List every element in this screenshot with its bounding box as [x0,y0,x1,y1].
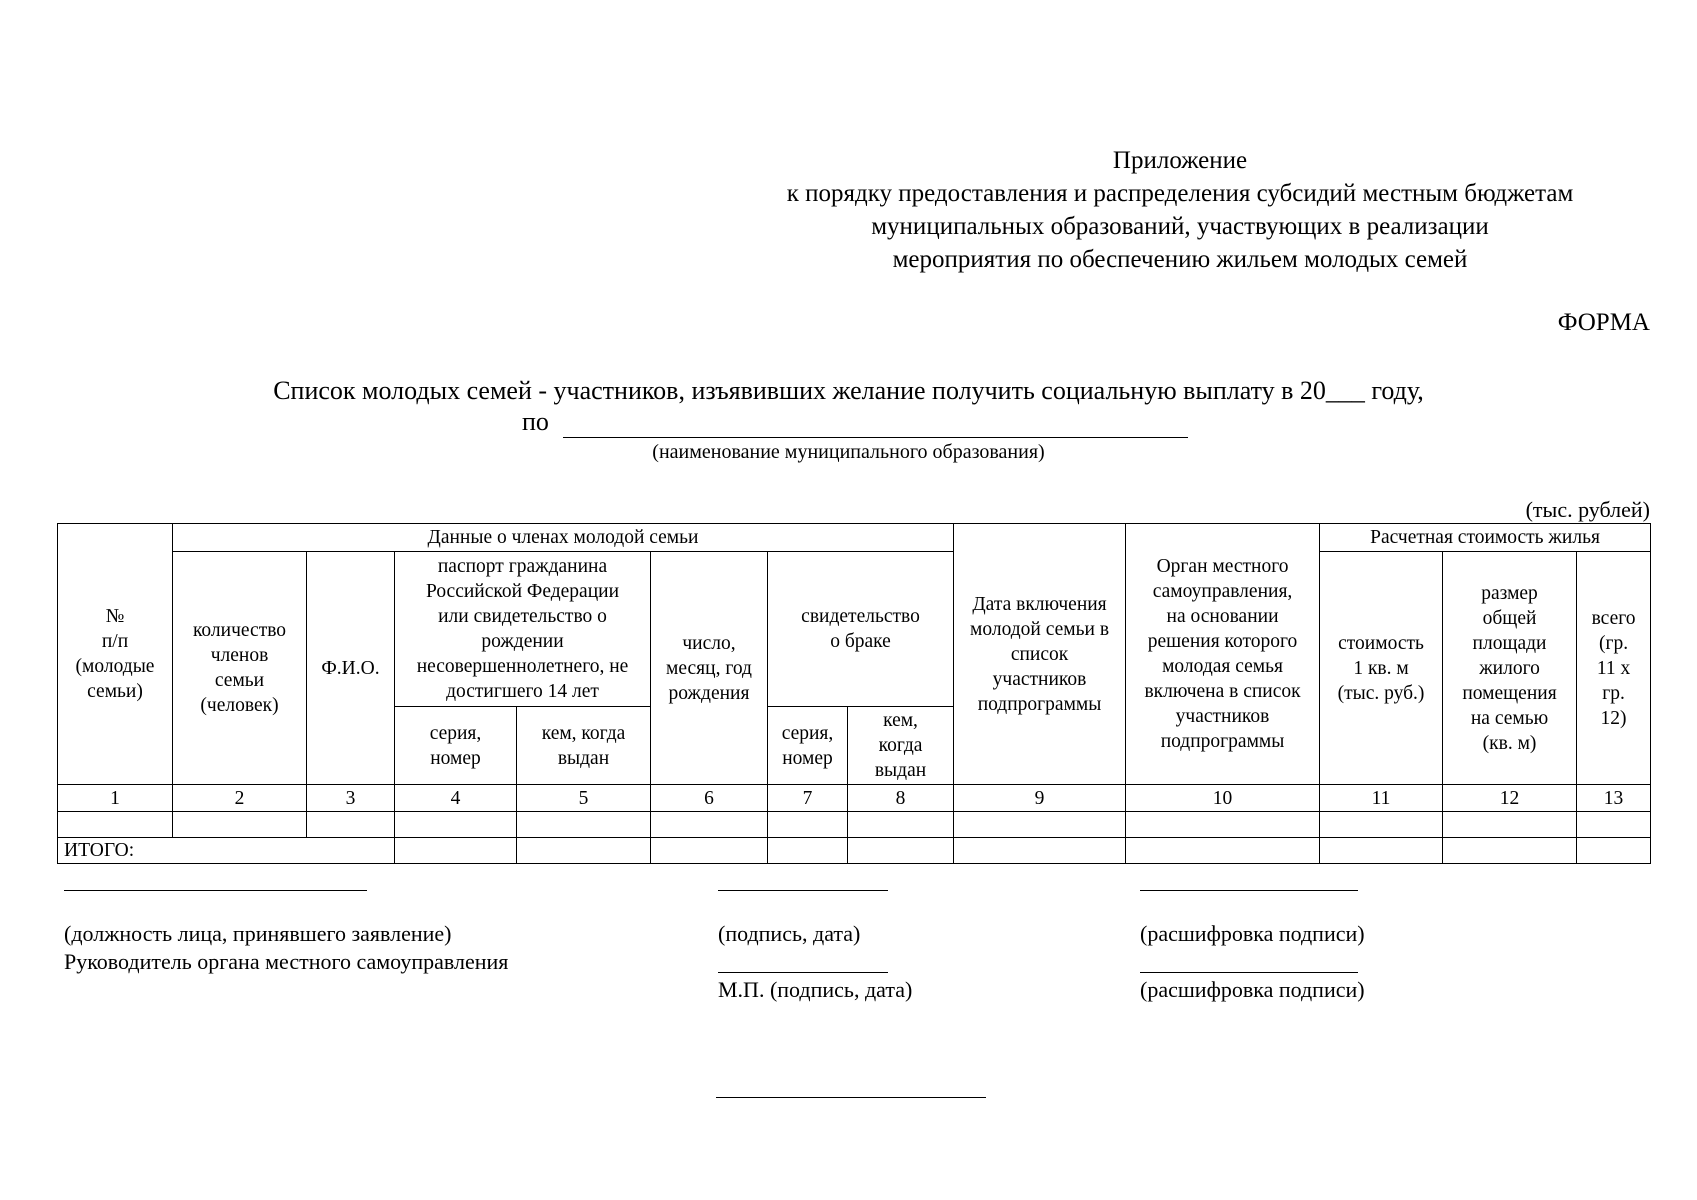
table-cell[interactable] [1126,812,1320,838]
column-number: 7 [768,785,848,812]
header-col-6: число, месяц, год рождения [651,552,768,785]
header-col-11: стоимость 1 кв. м (тыс. руб.) [1320,552,1443,785]
municipality-blank[interactable] [563,411,1188,438]
municipality-caption: (наименование муниципального образования) [652,441,1045,463]
header-col-7: серия, номер [768,707,848,785]
table-cell[interactable] [848,838,954,864]
table-cell[interactable] [954,838,1126,864]
header-col-8: кем, когда выдан [848,707,954,785]
head-decoding-caption: (расшифровка подписи) [1140,977,1365,1002]
appendix-line: муниципальных образований, участвующих в реализации [871,213,1489,240]
column-number: 10 [1126,785,1320,812]
appendix-line: мероприятия по обеспечению жильем молодых семей [892,246,1468,273]
column-number: 8 [848,785,954,812]
table-cell[interactable] [651,812,768,838]
column-number: 2 [173,785,307,812]
column-number: 5 [517,785,651,812]
bottom-line [716,1097,986,1098]
header-col-9: Дата включения молодой семьи в список участников подпрограммы [954,524,1126,785]
column-number-row [58,785,1651,812]
signature-date-caption: (подпись, дата) [718,921,861,946]
column-number: 6 [651,785,768,812]
table-cell[interactable] [395,838,517,864]
family-list-table [57,523,1651,864]
table-cell[interactable] [651,838,768,864]
header-col-3: Ф.И.О. [307,552,395,785]
position-signature-line[interactable] [64,890,367,891]
table-cell[interactable] [1577,838,1651,864]
position-caption: (должность лица, принявшего заявление) [64,921,452,946]
table-cell[interactable] [517,838,651,864]
units-label: (тыс. рублей) [1525,497,1650,522]
table-cell[interactable] [1320,812,1443,838]
header-col-5: кем, когда выдан [517,707,651,785]
column-number: 1 [58,785,173,812]
table-cell[interactable] [1443,812,1577,838]
appendix-block [680,144,1680,276]
column-number: 13 [1577,785,1651,812]
column-number: 11 [1320,785,1443,812]
mp-caption: М.П. (подпись, дата) [718,977,913,1002]
appendix-line: Приложение [1112,147,1248,174]
column-number: 9 [954,785,1126,812]
header-marriage-group: свидетельство о браке [768,552,954,707]
total-row [58,838,1651,864]
table-cell[interactable] [395,812,517,838]
total-label: ИТОГО: [58,838,395,864]
table-cell[interactable] [768,812,848,838]
forma-label: ФОРМА [1557,309,1650,336]
signature-date-line[interactable] [718,890,888,891]
table-cell[interactable] [58,812,173,838]
appendix-line: к порядку предоставления и распределения субсидий местным бюджетам [786,180,1574,207]
column-number: 3 [307,785,395,812]
header-col-12: размер общей площади жилого помещения на семью (кв. м) [1443,552,1577,785]
signature-decoding-line[interactable] [1140,890,1358,891]
header-cost-group: Расчетная стоимость жилья [1320,524,1651,552]
header-col-2: количество членов семьи (человек) [173,552,307,785]
table-cell[interactable] [517,812,651,838]
head-label: Руководитель органа местного самоуправления [64,949,509,974]
header-col-4: серия, номер [395,707,517,785]
po-label: по [522,407,549,436]
column-number: 12 [1443,785,1577,812]
header-family-data-group: Данные о членах молодой семьи [173,524,954,552]
table-cell[interactable] [307,812,395,838]
table-cell[interactable] [1126,838,1320,864]
head-decoding-line[interactable] [1140,972,1358,973]
header-col-10: Орган местного самоуправления, на основании решения которого молодая семья включена в список участников подпрограммы [1126,524,1320,785]
municipality-line [522,406,1188,438]
table-cell[interactable] [1577,812,1651,838]
table-cell[interactable] [1443,838,1577,864]
table-cell[interactable] [173,812,307,838]
table-cell[interactable] [768,838,848,864]
table-row [58,812,1651,838]
document-title: Список молодых семей - участников, изъявивших желание получить социальную выплату в 20___ году, [273,376,1424,405]
header-col-1: № п/п (молодые семьи) [58,524,173,785]
table-cell[interactable] [848,812,954,838]
header-col-13: всего (гр. 11 х гр. 12) [1577,552,1651,785]
column-number: 4 [395,785,517,812]
header-passport-group: паспорт гражданина Российской Федерации или свидетельство о рождении несовершеннолетнего, не достигшего 14 лет [395,552,651,707]
mp-signature-line[interactable] [718,972,888,973]
table-cell[interactable] [954,812,1126,838]
signature-decoding-caption: (расшифровка подписи) [1140,921,1365,946]
table-cell[interactable] [1320,838,1443,864]
